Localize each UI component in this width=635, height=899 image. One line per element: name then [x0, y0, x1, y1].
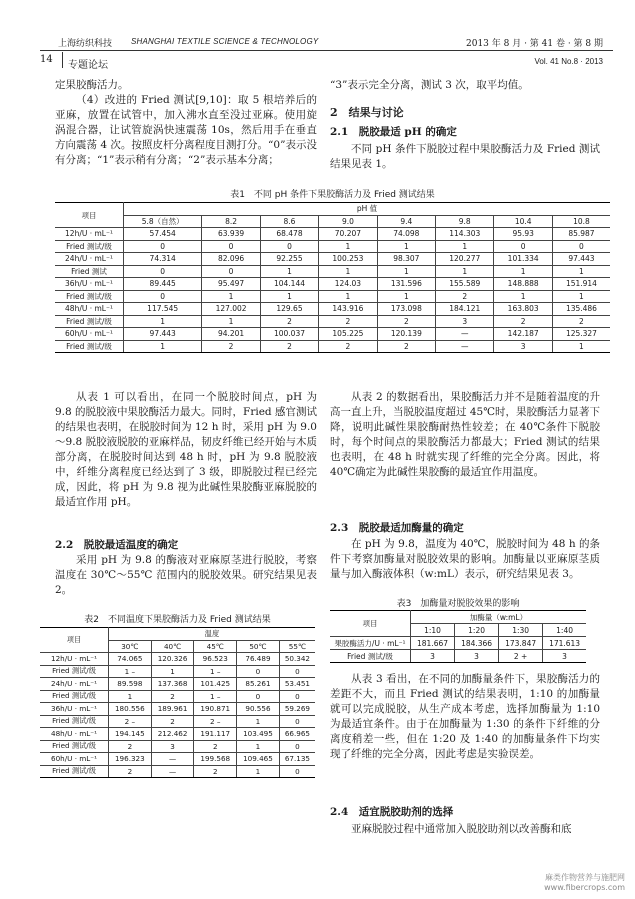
table-cell: 85.987 [552, 228, 610, 241]
table-cell: 2 [260, 315, 318, 328]
table-cell: 3 [455, 650, 499, 663]
table1-column-header: 5.8（自然） [124, 215, 202, 228]
table-cell: 3 [411, 650, 455, 663]
table-cell: 120.277 [436, 253, 494, 266]
table-cell: 59.269 [279, 703, 315, 716]
table-cell: 129.65 [260, 303, 318, 316]
table-cell: 180.556 [109, 703, 152, 716]
table3-column-header: 1:20 [455, 624, 499, 637]
table2-caption: 表2 不同温度下果胶酶活力及 Fried 测试结果 [84, 615, 271, 625]
paragraph: 在 pH 为 9.8，温度为 40℃，脱胶时间为 48 h 的条件下考察加酶量对脱胶效果的影响。加酶量以亚麻原茎质量与加入酶液体积（w:mL）表示，研究结果见表 3。 [330, 538, 600, 580]
table-cell: 194.145 [109, 728, 152, 741]
table-cell: 0 [237, 665, 280, 678]
watermark-line: www.fibercrops.com [544, 883, 625, 892]
table-row [55, 265, 610, 278]
row-label: 12h/U · mL⁻¹ [40, 653, 109, 666]
table-cell: 2 – [194, 715, 237, 728]
table-cell: 1 – [194, 690, 237, 703]
table-cell: 1 [552, 290, 610, 303]
row-label: Fried 测试/级 [55, 315, 124, 328]
table-cell: 3 [151, 740, 194, 753]
table-cell: 74.065 [109, 653, 152, 666]
table-cell: 1 [319, 240, 377, 253]
watermark-line: 麻类作物营养与施肥网 [545, 873, 625, 882]
table-cell: 95.93 [494, 228, 552, 241]
table-row [55, 303, 610, 316]
table3-column-header: 1:40 [543, 624, 586, 637]
row-label: 48h/U · mL⁻¹ [40, 728, 109, 741]
table-cell: 0 [202, 240, 260, 253]
table2-item-header: 项目 [40, 628, 109, 653]
table-cell: 97.443 [552, 253, 610, 266]
table-cell: 1 [377, 265, 435, 278]
table-cell: 57.454 [124, 228, 202, 241]
table-cell: 0 [279, 740, 315, 753]
table-cell: 0 [124, 240, 202, 253]
table-cell: 2 [194, 740, 237, 753]
table-cell: 196.323 [109, 753, 152, 766]
table-cell: 148.888 [494, 278, 552, 291]
table-cell: 89.445 [124, 278, 202, 291]
table-row [330, 637, 586, 650]
table-cell: 1 [237, 715, 280, 728]
table-cell: 184.366 [455, 637, 499, 650]
row-label: 果胶酶活力/U · mL⁻¹ [330, 637, 411, 650]
table1-column-header: 8.2 [202, 215, 260, 228]
table-cell: 173.847 [499, 637, 543, 650]
table-cell: 0 [279, 690, 315, 703]
paragraph: （4）改进的 Fried 测试[9,10]：取 5 根培养后的亚麻，放置在试管中，加入沸水直至没过亚麻。使用旋涡混合器，让试管旋涡快速震荡 10s，然后用手在垂直方向震荡 4 次。按照皮杆分离程度目测打分。“0”表示没有分离；“1”表示稍有分离；“2”表示基本分离； [55, 94, 317, 166]
table-cell: 135.486 [552, 303, 610, 316]
table-cell: 120.326 [151, 653, 194, 666]
table-cell: — [151, 765, 194, 778]
table-cell: 1 [237, 765, 280, 778]
table-cell: 142.187 [494, 328, 552, 341]
row-label: Fried 测试/级 [40, 740, 109, 753]
table-cell: 1 [319, 265, 377, 278]
table-cell: 0 [279, 765, 315, 778]
table-cell: 2 [194, 765, 237, 778]
table-cell: 0 [202, 265, 260, 278]
table-cell: 100.253 [319, 253, 377, 266]
table2 [40, 627, 315, 778]
table-row [55, 253, 610, 266]
row-label: 48h/U · mL⁻¹ [55, 303, 124, 316]
table-cell: 1 – [194, 665, 237, 678]
row-label: 12h/U · mL⁻¹ [55, 228, 124, 241]
table-cell: 74.098 [377, 228, 435, 241]
page-number-rule [62, 52, 63, 68]
table-cell: 89.598 [109, 678, 152, 691]
row-label: 36h/U · mL⁻¹ [40, 703, 109, 716]
table-cell: 2 [109, 765, 152, 778]
table-cell: 2 [319, 315, 377, 328]
table-cell: — [436, 328, 494, 341]
left-top-text [55, 78, 317, 168]
table-cell: 0 [124, 265, 202, 278]
paragraph: 定果胶酶活力。 [55, 79, 129, 91]
table-cell: 1 [436, 265, 494, 278]
table-cell: 74.314 [124, 253, 202, 266]
table-row [40, 765, 315, 778]
table-row [40, 653, 315, 666]
row-label: Fried 测试/级 [40, 765, 109, 778]
section-heading: 2.1 脱胶最适 pH 的确定 [330, 126, 457, 138]
table-cell: 96.523 [194, 653, 237, 666]
table-row [55, 240, 610, 253]
table-cell: 2 [202, 340, 260, 353]
section-heading: 2.2 脱胶最适温度的确定 [55, 539, 179, 551]
table-cell: 151.914 [552, 278, 610, 291]
table-cell: 173.098 [377, 303, 435, 316]
table-row [40, 665, 315, 678]
table2-column-header: 55℃ [279, 640, 315, 653]
table-cell: 66.965 [279, 728, 315, 741]
table-cell: 124.03 [319, 278, 377, 291]
table1 [55, 202, 610, 353]
table-cell: 1 [494, 290, 552, 303]
table3-item-header: 项目 [330, 611, 411, 637]
table-cell: 125.327 [552, 328, 610, 341]
table-cell: 0 [279, 665, 315, 678]
table-cell: 101.334 [494, 253, 552, 266]
table-cell: 76.489 [237, 653, 280, 666]
table-cell: — [436, 340, 494, 353]
section-heading: 2.4 适宜脱胶助剂的选择 [330, 806, 454, 818]
table-cell: 105.225 [319, 328, 377, 341]
issue-info-cn: 2013 年 8 月 · 第 41 卷 · 第 8 期 [466, 39, 603, 49]
paragraph: 从表 2 的数据看出，果胶酶活力并不是随着温度的升高一直上升，当脱胶温度超过 45℃时，果胶酶活力显著下降，说明此碱性果胶酶耐热性较差；在 40℃条件下脱胶时，每个时间点的果胶酶活力都最大；Fried 测试的结果也表明，在 48 h 时就实现了纤维的完全分离。因此，将 40℃确定为此碱性果胶酶的最适宜作用温度。 [330, 391, 600, 478]
table1-column-header: 10.4 [494, 215, 552, 228]
table-cell: 0 [494, 240, 552, 253]
table2-column-header: 30℃ [109, 640, 152, 653]
table-cell: 189.961 [151, 703, 194, 716]
table-cell: 2 [552, 315, 610, 328]
table1-caption: 表1 不同 pH 条件下果胶酶活力及 Fried 测试结果 [230, 190, 435, 200]
table-cell: 127.002 [202, 303, 260, 316]
table-row [55, 340, 610, 353]
table-cell: 131.596 [377, 278, 435, 291]
issue-info-en: Vol. 41 No.8 · 2013 [534, 57, 603, 66]
row-label: Fried 测试/级 [55, 290, 124, 303]
table-cell: 120.139 [377, 328, 435, 341]
table-cell: 50.342 [279, 653, 315, 666]
table-cell: 90.556 [237, 703, 280, 716]
table-cell: 2 [319, 340, 377, 353]
table2-column-header: 40℃ [151, 640, 194, 653]
table-cell: 2 [151, 715, 194, 728]
section-heading: 2 结果与讨论 [330, 106, 404, 119]
table-cell: 1 [260, 290, 318, 303]
table-row [55, 278, 610, 291]
page-number: 14 [40, 54, 53, 65]
table-cell: 1 [377, 240, 435, 253]
row-label: 24h/U · mL⁻¹ [55, 253, 124, 266]
journal-name-cn: 上海纺织科技 [58, 39, 113, 49]
table-cell: 2 + [499, 650, 543, 663]
journal-name-en: SHANGHAI TEXTILE SCIENCE & TECHNOLOGY [131, 37, 319, 46]
table-cell: 97.443 [124, 328, 202, 341]
row-label: Fried 测试/级 [40, 715, 109, 728]
table3-column-header: 1:30 [499, 624, 543, 637]
table-cell: 155.589 [436, 278, 494, 291]
table-cell: 53.451 [279, 678, 315, 691]
table-cell: 191.117 [194, 728, 237, 741]
table1-column-header: 10.8 [552, 215, 610, 228]
paragraph: 从表 1 可以看出，在同一个脱胶时间点，pH 为 9.8 的脱胶液中果胶酶活力最大。同时，Fried 感官测试的结果也表明，在脱胶时间为 12 h 时，采用 pH 为 9.0～9.8 脱胶液脱胶的亚麻样品，韧皮纤维已经开始与木质部分离，在脱胶时间达到 48 h 时，pH 为 9.8 脱胶液中，纤维分离程度已经达到了 3 级，即脱胶过程已经完成，因此，将 pH 为 9.8 视为此碱性果胶酶亚麻脱胶的最适宜作用 pH。 [55, 391, 317, 508]
table-cell: 109.465 [237, 753, 280, 766]
table-cell: 137.368 [151, 678, 194, 691]
table-cell: 1 [109, 690, 152, 703]
table-cell: 2 [151, 690, 194, 703]
table-cell: 94.201 [202, 328, 260, 341]
table-cell: 103.495 [237, 728, 280, 741]
table2-column-header: 50℃ [237, 640, 280, 653]
table1-column-header: 9.0 [319, 215, 377, 228]
table-cell: 67.135 [279, 753, 315, 766]
table-cell: 2 [494, 315, 552, 328]
table1-column-header: 8.6 [260, 215, 318, 228]
table-cell: 3 [494, 340, 552, 353]
table-cell: 1 [552, 340, 610, 353]
row-label: 60h/U · mL⁻¹ [40, 753, 109, 766]
table-cell: 0 [279, 715, 315, 728]
table-cell: 0 [124, 290, 202, 303]
table-cell: 1 [151, 665, 194, 678]
table-cell: 212.462 [151, 728, 194, 741]
table-cell: 190.871 [194, 703, 237, 716]
table-cell: 181.667 [411, 637, 455, 650]
table-row [40, 753, 315, 766]
table3-column-header: 1:10 [411, 624, 455, 637]
table-row [55, 328, 610, 341]
table-cell: 95.497 [202, 278, 260, 291]
watermark [544, 873, 625, 893]
row-label: 60h/U · mL⁻¹ [55, 328, 124, 341]
table-cell: 143.916 [319, 303, 377, 316]
header-rule [40, 50, 613, 51]
table-row [40, 678, 315, 691]
row-label: 36h/U · mL⁻¹ [55, 278, 124, 291]
table-cell: 1 [124, 340, 202, 353]
table-cell: 85.261 [237, 678, 280, 691]
table-cell: 2 [260, 340, 318, 353]
paragraph: 亚麻脱胶过程中通常加入脱胶助剂以改善酶和底 [351, 823, 572, 835]
table-row [40, 690, 315, 703]
table-row [40, 740, 315, 753]
table-cell: 2 – [109, 715, 152, 728]
table1-column-header: 9.4 [377, 215, 435, 228]
table-row [40, 728, 315, 741]
paragraph: “3”表示完全分离，测试 3 次，取平均值。 [330, 79, 529, 91]
table-cell: 1 [436, 240, 494, 253]
paragraph: 从表 3 看出，在不同的加酶量条件下，果胶酶活力的差距不大，而且 Fried 测试的结果表明，1:10 的加酶量就可以完成脱胶，从生产成本考虑，选择加酶量为 1:10 为最适宜条件。由于在加酶量为 1:30 的条件下纤维的分离度稍差一些，但在 1:20 及 1:40 的加酶量条件下均实现了纤维的完全分离，因此考虑是实验误差。 [330, 673, 600, 760]
table-cell: 171.613 [543, 637, 586, 650]
table-cell: — [151, 753, 194, 766]
table-cell: 163.803 [494, 303, 552, 316]
row-label: Fried 测试/级 [55, 340, 124, 353]
table-cell: 1 [202, 290, 260, 303]
table-cell: 2 [436, 290, 494, 303]
table-row [40, 703, 315, 716]
paragraph: 不同 pH 条件下脱胶过程中果胶酶活力及 Fried 测试结果见表 1。 [330, 143, 600, 170]
table-cell: 68.478 [260, 228, 318, 241]
table-row [55, 228, 610, 241]
table1-column-header: 9.8 [436, 215, 494, 228]
table-cell: 104.144 [260, 278, 318, 291]
table-cell: 3 [543, 650, 586, 663]
table-cell: 98.307 [377, 253, 435, 266]
table1-group-header: pH 值 [124, 203, 611, 216]
row-label: Fried 测试/级 [40, 665, 109, 678]
table-cell: 1 [237, 740, 280, 753]
table-cell: 184.121 [436, 303, 494, 316]
table-row [40, 715, 315, 728]
row-label: Fried 测试/级 [55, 240, 124, 253]
table-cell: 1 [377, 290, 435, 303]
row-label: Fried 测试/级 [40, 690, 109, 703]
section-heading: 2.3 脱胶最适加酶量的确定 [330, 522, 464, 534]
table-cell: 1 [124, 315, 202, 328]
table-cell: 82.096 [202, 253, 260, 266]
table-cell: 2 [377, 340, 435, 353]
table-cell: 92.255 [260, 253, 318, 266]
table2-column-header: 45℃ [194, 640, 237, 653]
table-cell: 1 – [109, 665, 152, 678]
table-cell: 0 [552, 240, 610, 253]
table-cell: 1 [494, 265, 552, 278]
row-label: Fried 测试 [55, 265, 124, 278]
table3-group-header: 加酶量（w:mL） [411, 611, 587, 624]
table-cell: 1 [260, 265, 318, 278]
table-cell: 199.568 [194, 753, 237, 766]
table-cell: 2 [377, 315, 435, 328]
table-row [55, 315, 610, 328]
table-cell: 2 [109, 740, 152, 753]
table-cell: 1 [552, 265, 610, 278]
right-top-text [330, 78, 600, 93]
table-cell: 0 [260, 240, 318, 253]
table-row [330, 650, 586, 663]
table-cell: 114.303 [436, 228, 494, 241]
table-cell: 0 [237, 690, 280, 703]
table-row [55, 290, 610, 303]
table-cell: 3 [436, 315, 494, 328]
table-cell: 63.939 [202, 228, 260, 241]
row-label: Fried 测试/级 [330, 650, 411, 663]
table-cell: 70.207 [319, 228, 377, 241]
paragraph: 采用 pH 为 9.8 的酶液对亚麻原茎进行脱胶，考察温度在 30℃～55℃ 范围内的脱胶效果。研究结果见表 2。 [55, 554, 317, 596]
table-cell: 1 [319, 290, 377, 303]
table3-caption: 表3 加酶量对脱胶效果的影响 [396, 599, 520, 609]
row-label: 24h/U · mL⁻¹ [40, 678, 109, 691]
table3 [330, 610, 586, 663]
table-cell: 117.545 [124, 303, 202, 316]
table-cell: 101.425 [194, 678, 237, 691]
table1-item-header: 项目 [55, 203, 124, 228]
table-cell: 100.037 [260, 328, 318, 341]
table2-group-header: 温度 [109, 628, 316, 641]
table-cell: 1 [202, 315, 260, 328]
column-title: 专题论坛 [68, 60, 108, 71]
